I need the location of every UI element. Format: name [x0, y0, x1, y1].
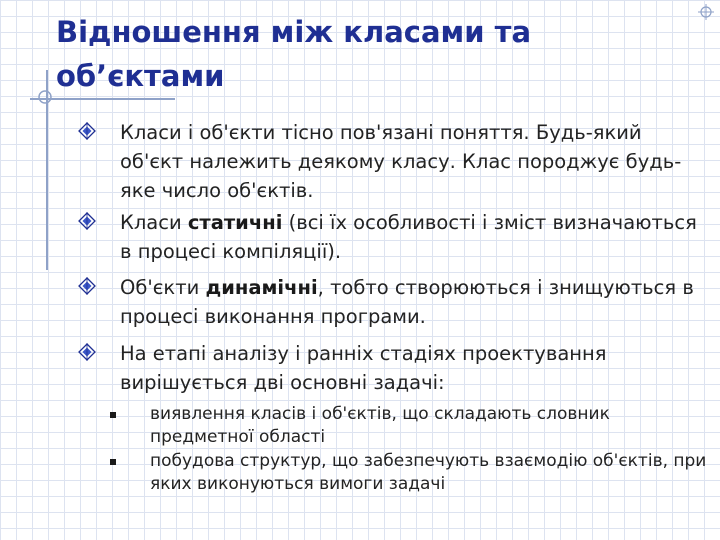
sub-bullet-text: побудова структур, що забезпечують взаємодію об'єктів, при яких виконуються вимоги задачі — [150, 451, 707, 494]
slide-title — [56, 10, 696, 98]
bullet-text — [120, 273, 700, 331]
diamond-bullet-icon — [78, 277, 96, 295]
bullet-text-pre: Класи — [120, 211, 188, 234]
bullet-text: На етапі аналізу і ранніх стадіях проектування вирішується дві основні задачі: — [120, 342, 607, 394]
bullet-text-post: , тобто створюються і знищуються в процесі виконання програми. — [120, 276, 694, 328]
diamond-bullet-icon — [78, 343, 96, 361]
slide-title-line-1: Відношення між класами та — [56, 15, 532, 49]
bullet-text-post: (всі їх особливості і зміст визначаються в процесі компіляції). — [120, 211, 697, 263]
diamond-bullet-icon — [78, 212, 96, 230]
bullet-text: Класи і об'єкти тісно пов'язані поняття. Будь-який об'єкт належить деякому класу. Клас породжує будь-яке число об'єктів. — [120, 121, 682, 202]
slide-title-line-2: об’єктами — [56, 59, 225, 93]
bullet-text-emphasis: статичні — [187, 211, 283, 234]
bullet-text-pre: Об'єкти — [120, 276, 206, 299]
crosshair-icon — [36, 88, 54, 106]
bullet-text — [120, 208, 700, 266]
bullet-text-emphasis: динамічні — [205, 276, 318, 299]
square-bullet-icon — [110, 459, 116, 465]
square-bullet-icon — [110, 412, 116, 418]
corner-crosshair-icon — [698, 4, 714, 20]
diamond-bullet-icon — [78, 122, 96, 140]
sub-bullet-text: виявлення класів і об'єктів, що складають словник предметної області — [150, 404, 610, 447]
